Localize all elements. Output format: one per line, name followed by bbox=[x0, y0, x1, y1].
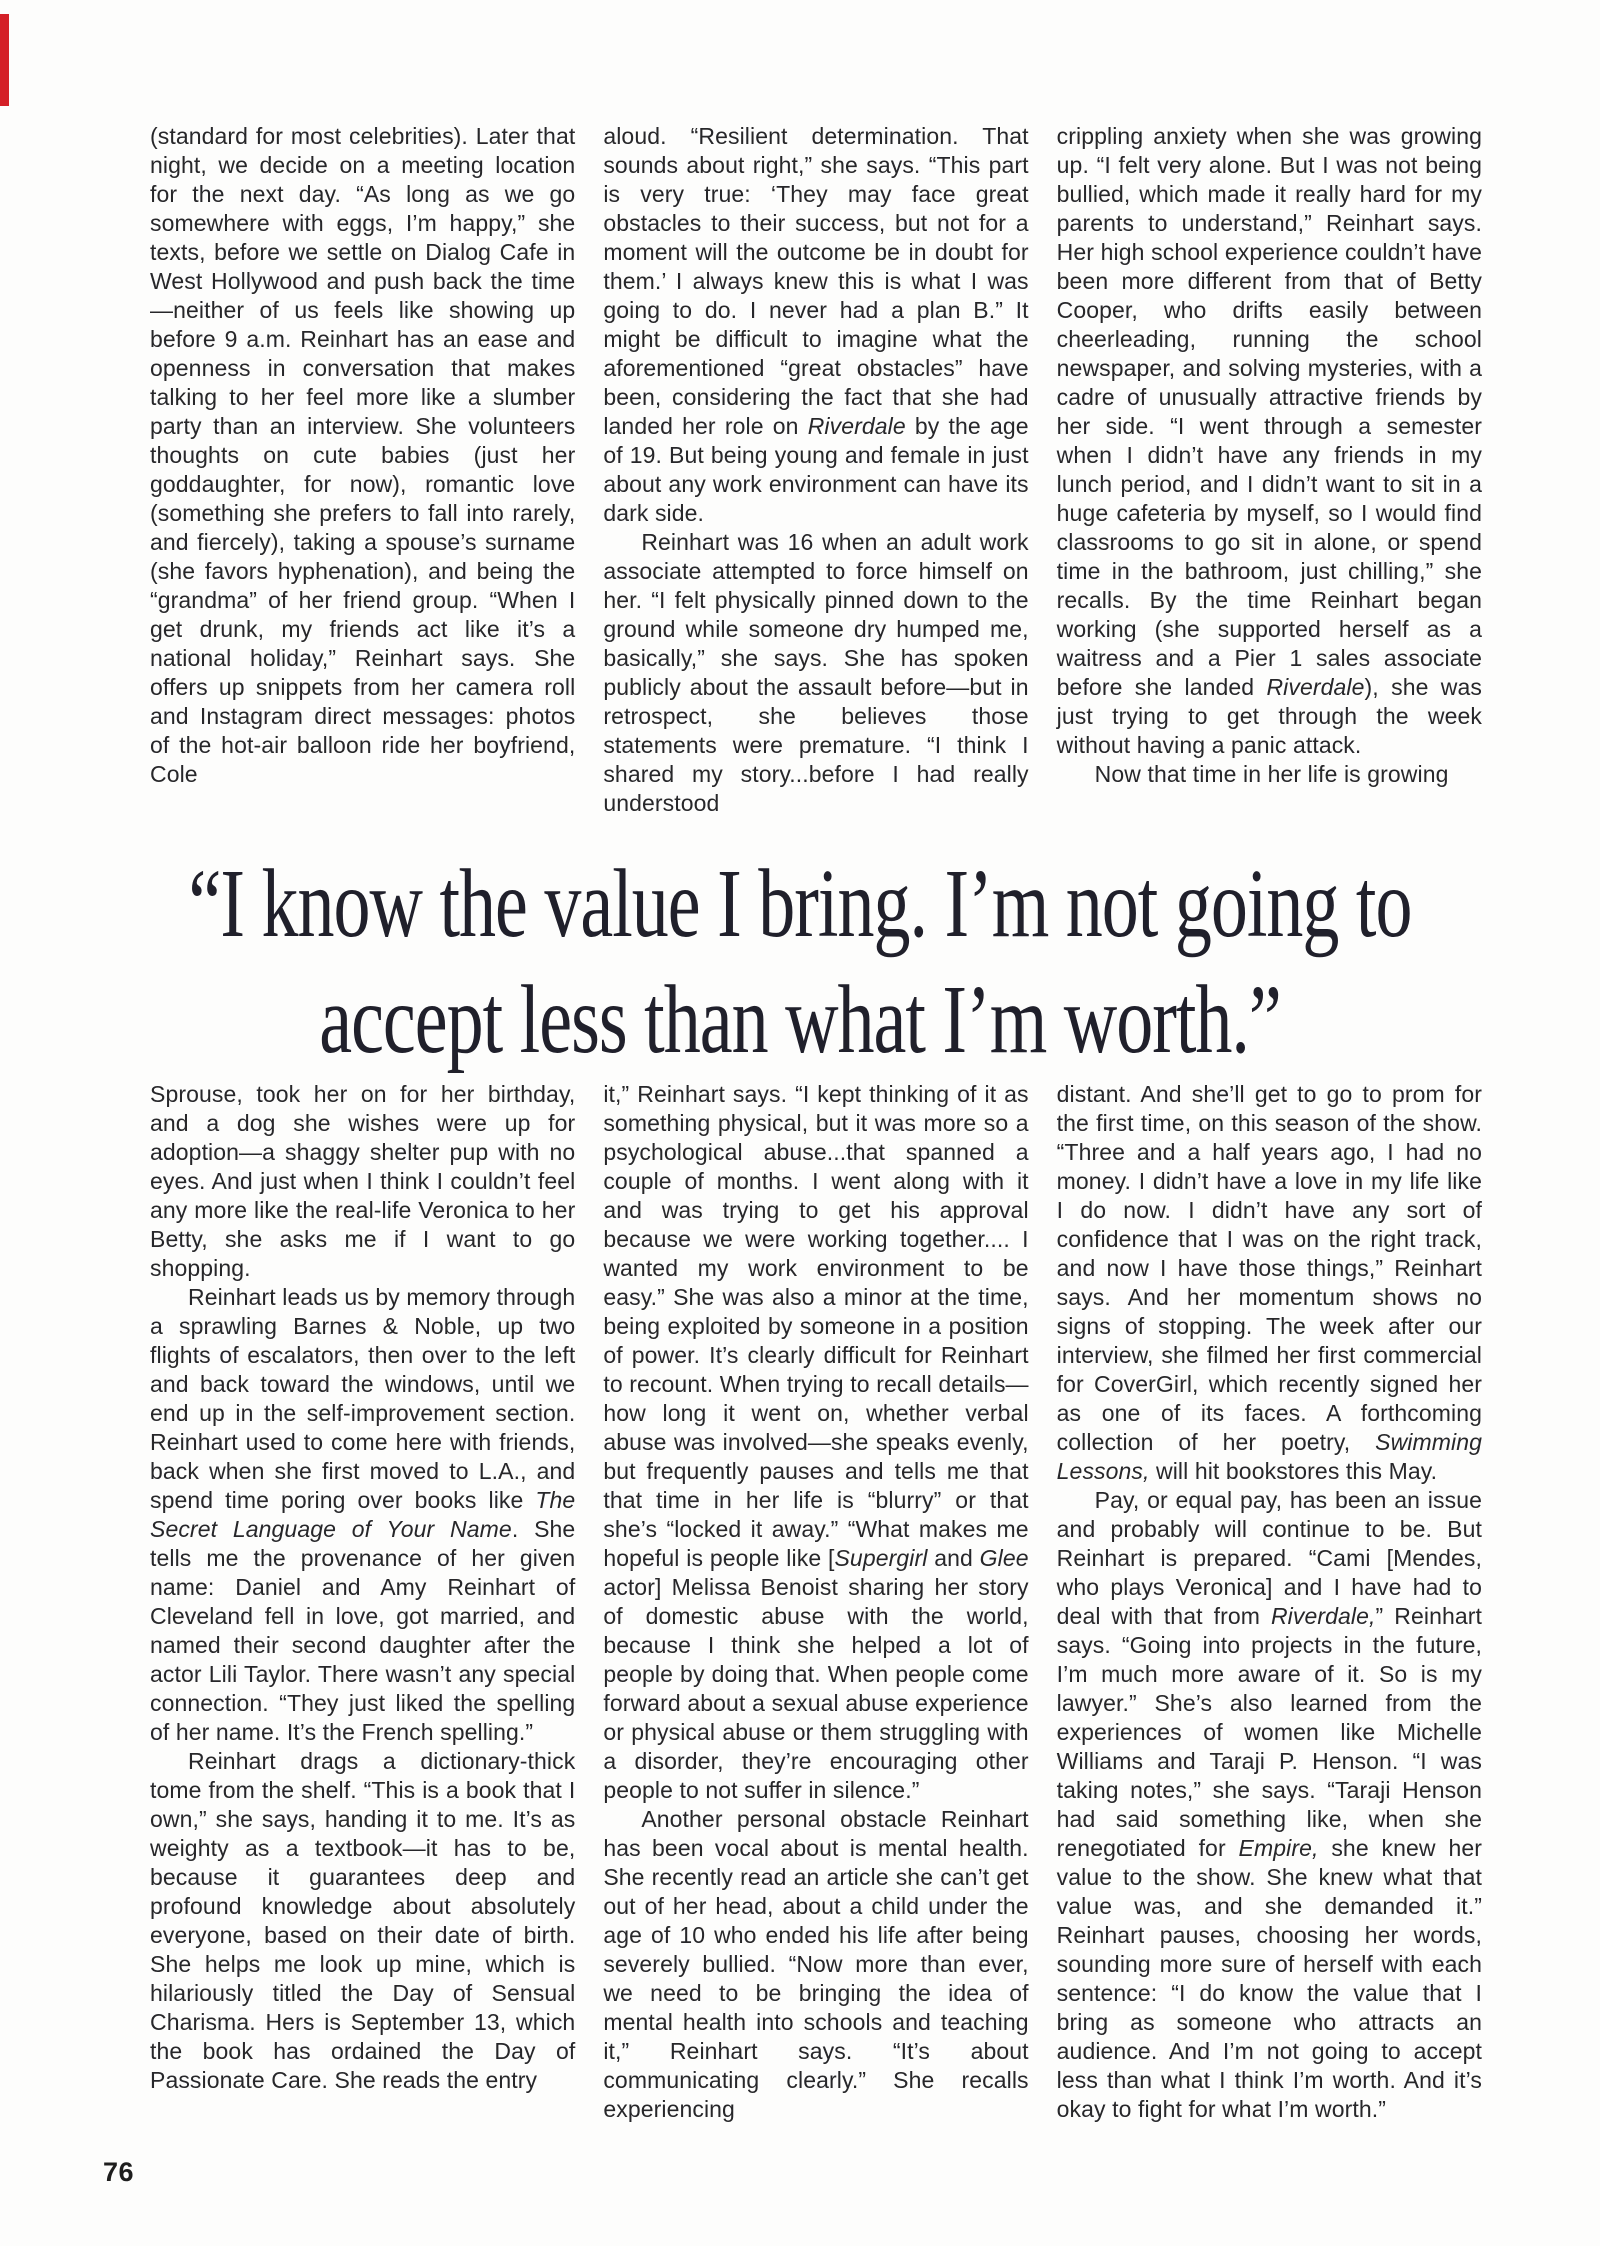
paragraph: Another personal obstacle Reinhart has been vocal about is mental health. She recently read an article she can’t get out of her head, about a child under the age of 10 who ended his life after being severely bullied. “Now more than ever, we need to be bringing the idea of mental health into schools and teaching it,” Reinhart says. “It’s about communicating clearly.” She recalls experiencing bbox=[603, 1806, 1029, 2122]
text-column-1 bbox=[150, 122, 575, 818]
paragraph: aloud. “Resilient determination. That sounds about right,” she says. “This part is very true: ‘They may face great obstacles to their success, but not for a moment will the outcome be in doubt for them.’ I always knew this is what I was going to do. I never had a plan B.” It might be difficult to imagine what the aforementioned “great obstacles” have been, considering the fact that she had landed her role on Riverdale by the age of 19. But being young and female in just about any work environment can have its dark side. bbox=[603, 123, 1029, 526]
paragraph: Pay, or equal pay, has been an issue and probably will continue to be. But Reinhart is prepared. “Cami [Mendes, who plays Veronica] and I have had to deal with that from Riverdale,” Reinhart says. “Going into projects in the future, I’m much more aware of it. So is my lawyer.” She’s also learned from the experiences of women like Michelle Williams and Taraji P. Henson. “I was taking notes,” she says. “Taraji Henson had said something like, when she renegotiated for Empire, she knew her value to the show. She knew what that value was, and she demanded it.” Reinhart pauses, choosing her words, sounding more sure of herself with each sentence: “I do know the value that I bring as someone who attracts an audience. And I’m not going to accept less than what I think I’m worth. And it’s okay to fight for what I’m worth.” bbox=[1056, 1487, 1483, 2122]
text-column-4 bbox=[150, 1080, 575, 2124]
paragraph: Reinhart leads us by memory through a sprawling Barnes & Noble, up two flights of escalators, then over to the left and back toward the windows, until we end up in the self-improvement section. Reinhart used to come here with friends, back when she first moved to L.A., and spend time poring over books like The Secret Language of Your Name. She tells me the provenance of her given name: Daniel and Amy Reinhart of Cleveland fell in love, got married, and named their second daughter after the actor Lili Taylor. There wasn’t any special connection. “They just liked the spelling of her name. It’s the French spelling.” bbox=[150, 1284, 576, 1745]
spine-accent-bar bbox=[0, 14, 9, 106]
text-column-5 bbox=[603, 1080, 1028, 2124]
pull-quote bbox=[0, 846, 1600, 1078]
paragraph: Reinhart was 16 when an adult work associate attempted to force himself on her. “I felt physically pinned down to the ground while someone dry humped me, basically,” she says. She has spoken publicly about the assault before—but in retrospect, she believes those statements were premature. “I think I shared my story...before I had really understood bbox=[603, 529, 1029, 816]
pull-quote-line-2: accept less than what I’m worth.” bbox=[319, 966, 1281, 1075]
pull-quote-line-1: “I know the value I bring. I’m not going to bbox=[188, 849, 1412, 959]
text-column-6 bbox=[1057, 1080, 1482, 2124]
paragraph: Now that time in her life is growing bbox=[1094, 761, 1449, 787]
text-column-2 bbox=[603, 122, 1028, 818]
paragraph: it,” Reinhart says. “I kept thinking of it as something physical, but it was more so a psychological abuse...that spanned a couple of months. I went along with it and was trying to get his approval because we were working together.... I wanted my work environment to be easy.” She was also a minor at the time, being exploited by someone in a position of power. It’s clearly difficult for Reinhart to recount. When trying to recall details—how long it went on, whether verbal abuse was involved—she speaks evenly, but frequently pauses and tells me that that time in her life is “blurry” or that she’s “locked it away.” “What makes me hopeful is people like [Supergirl and Glee actor] Melissa Benoist sharing her story of domestic abuse with the world, because I think she helped a lot of people by doing that. When people come forward about a sexual abuse experience or physical abuse or them struggling with a disorder, they’re encouraging other people to not suffer in silence.” bbox=[603, 1081, 1029, 1803]
paragraph: (standard for most celebrities). Later that night, we decide on a meeting location for the next day. “As long as we go somewhere with eggs, I’m happy,” she texts, before we settle on Dialog Cafe in West Hollywood and push back the time—neither of us feels like showing up before 9 a.m. Reinhart has an ease and openness in conversation that makes talking to her feel more like a slumber party than an interview. She volunteers thoughts on cute babies (just her goddaughter, for now), romantic love (something she prefers to fall into rarely, and fiercely), taking a spouse’s surname (she favors hyphenation), and being the “grandma” of her friend group. “When I get drunk, my friends act like it’s a national holiday,” Reinhart says. She offers up snippets from her camera roll and Instagram direct messages: photos of the hot-air balloon ride her boyfriend, Cole bbox=[150, 123, 576, 787]
paragraph: distant. And she’ll get to go to prom for the first time, on this season of the show. “Three and a half years ago, I had no money. I didn’t have a love in my life like I do now. I didn’t have any sort of confidence that I was on the right track, and now I have those things,” Reinhart says. And her momentum shows no signs of stopping. The week after our interview, she filmed her first commercial for CoverGirl, which recently signed her as one of its faces. A forthcoming collection of her poetry, Swimming Lessons, will hit bookstores this May. bbox=[1056, 1081, 1482, 1484]
article-bottom-section bbox=[150, 1080, 1482, 2124]
article-top-section bbox=[150, 122, 1482, 818]
text-column-3 bbox=[1057, 122, 1482, 818]
page-number: 76 bbox=[103, 2157, 135, 2187]
paragraph: crippling anxiety when she was growing up. “I felt very alone. But I was not being bullied, which made it really hard for my parents to understand,” Reinhart says. Her high school experience couldn’t have been more different from that of Betty Cooper, who drifts easily between cheerleading, running the school newspaper, and solving mysteries, with a cadre of unusually attractive friends by her side. “I went through a semester when I didn’t have any friends in my lunch period, and I didn’t want to sit in a huge cafeteria by myself, so I would find classrooms to go sit in alone, or spend time in the bathroom, just chilling,” she recalls. By the time Reinhart began working (she supported herself as a waitress and a Pier 1 sales associate before she landed Riverdale), she was just trying to get through the week without having a panic attack. bbox=[1056, 123, 1482, 758]
paragraph: Reinhart drags a dictionary-thick tome from the shelf. “This is a book that I own,” she says, handing it to me. It’s as weighty as a textbook—it has to be, because it guarantees deep and profound knowledge about absolutely everyone, based on their date of birth. She helps me look up mine, which is hilariously titled the Day of Sensual Charisma. Hers is September 13, which the book has ordained the Day of Passionate Care. She reads the entry bbox=[150, 1748, 576, 2093]
paragraph: Sprouse, took her on for her birthday, and a dog she wishes were up for adoption—a shaggy shelter pup with no eyes. And just when I think I couldn’t feel any more like the real-life Veronica to her Betty, she asks me if I want to go shopping. bbox=[150, 1081, 576, 1281]
